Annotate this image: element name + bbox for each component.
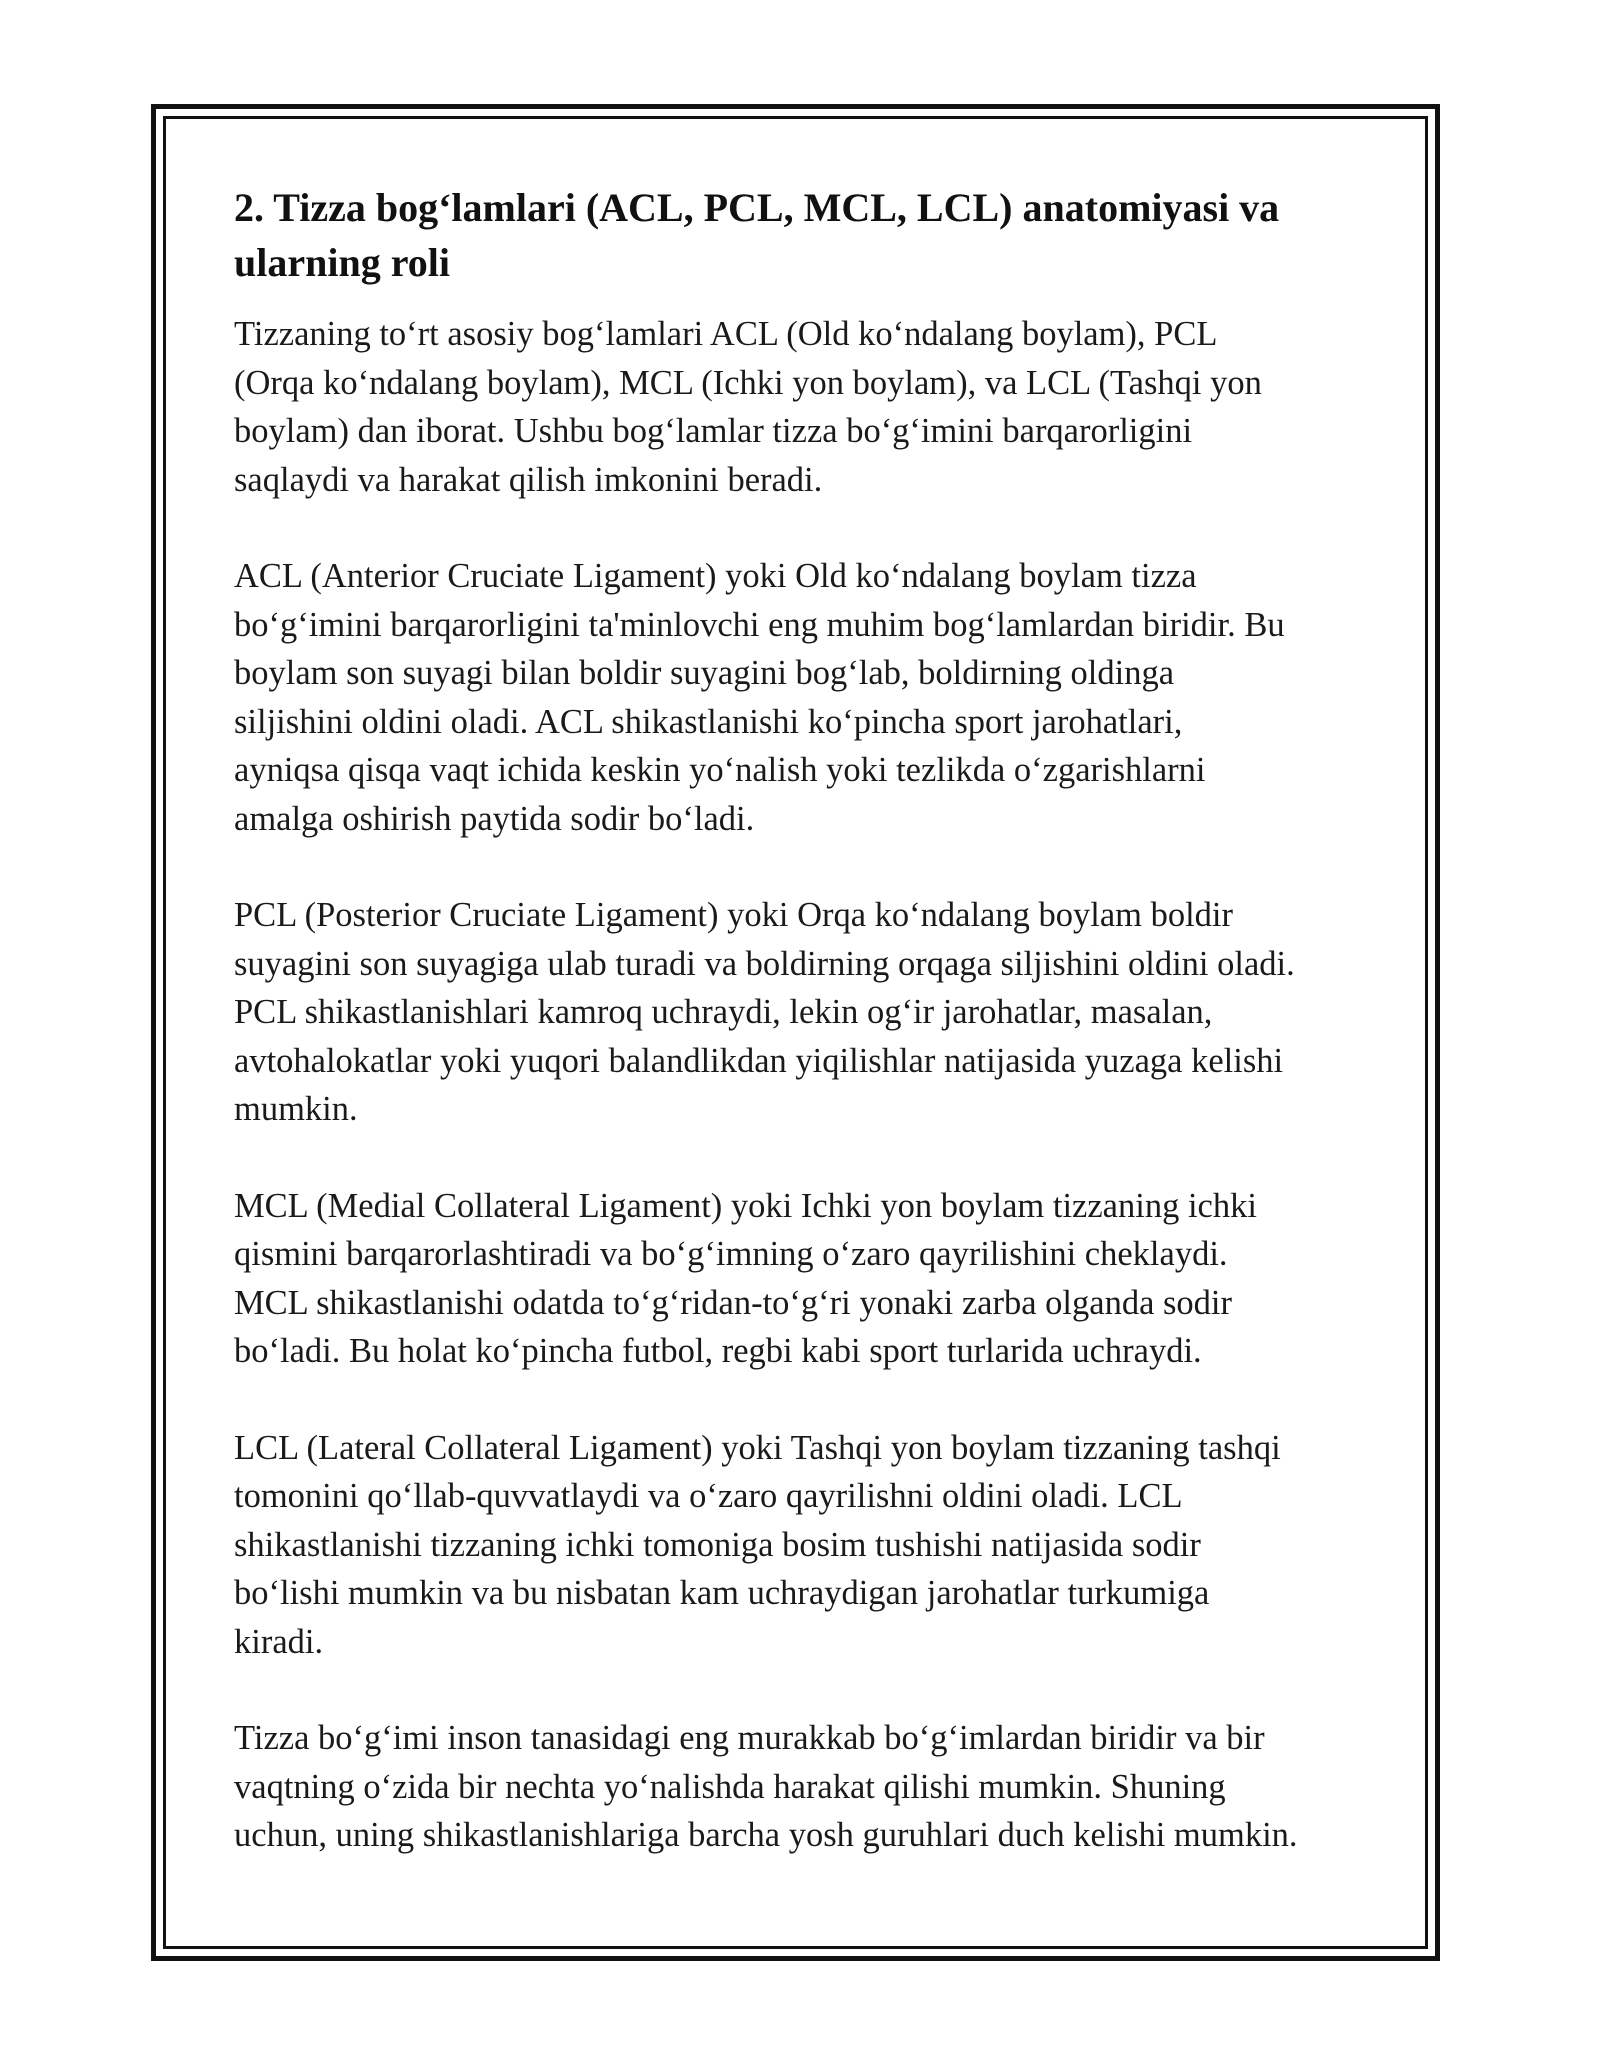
paragraph-mcl — [234, 1182, 1374, 1376]
paragraph-line: Tizzaning to‘rt asosiy bog‘lamlari ACL (Old ko‘ndalang boylam), PCL — [234, 315, 1218, 353]
paragraph-line: vaqtning o‘zida bir nechta yo‘nalishda harakat qilishi mumkin. Shuning — [234, 1767, 1226, 1806]
paragraph-conclusion — [234, 1714, 1374, 1860]
paragraph-line: amalga oshirish paytida sodir bo‘ladi. — [234, 799, 755, 838]
paragraph-line: boylam son suyagi bilan boldir suyagini bog‘lab, boldirning oldinga — [234, 654, 1175, 692]
heading-line: 2. Tizza bog‘lamlari (ACL, PCL, MCL, LCL) anatomiyasi va — [234, 185, 1280, 230]
paragraph-intro — [234, 310, 1374, 504]
paragraph-lcl — [234, 1424, 1374, 1667]
paragraph-line: avtohalokatlar yoki yuqori balandlikdan yiqilishlar natijasida yuzaga kelishi — [234, 1041, 1284, 1080]
paragraph-line: bo‘g‘imini barqarorligini ta'minlovchi eng muhim bog‘lamlardan biridir. Bu — [234, 605, 1285, 644]
paragraph-line: MCL shikastlanishi odatda to‘g‘ridan-to‘g‘ri yonaki zarba olganda sodir — [234, 1283, 1233, 1322]
paragraph-line: MCL (Medial Collateral Ligament) yoki Ichki yon boylam tizzaning ichki — [234, 1186, 1257, 1225]
paragraph-line: kiradi. — [234, 1622, 324, 1661]
paragraph-line: boylam) dan iborat. Ushbu bog‘lamlar tizza bo‘g‘imini barqarorligini — [234, 412, 1193, 450]
paragraph-line: (Orqa ko‘ndalang boylam), MCL (Ichki yon boylam), va LCL (Tashqi yon — [234, 363, 1262, 402]
paragraph-line: siljishini oldini oladi. ACL shikastlanishi ko‘pincha sport jarohatlari, — [234, 702, 1183, 741]
paragraph-line: saqlaydi va harakat qilish imkonini beradi. — [234, 460, 823, 499]
document-body — [234, 180, 1374, 1908]
paragraph-line: uchun, uning shikastlanishlariga barcha yosh guruhlari duch kelishi mumkin. — [234, 1816, 1298, 1854]
paragraph-pcl — [234, 891, 1374, 1134]
paragraph-line: PCL (Posterior Cruciate Ligament) yoki Orqa ko‘ndalang boylam boldir — [234, 896, 1234, 934]
paragraph-line: bo‘lishi mumkin va bu nisbatan kam uchraydigan jarohatlar turkumiga — [234, 1574, 1210, 1612]
paragraph-line: Tizza bo‘g‘imi inson tanasidagi eng murakkab bo‘g‘imlardan biridir va bir — [234, 1719, 1265, 1757]
paragraph-line: PCL shikastlanishlari kamroq uchraydi, lekin og‘ir jarohatlar, masalan, — [234, 993, 1213, 1031]
paragraph-acl — [234, 552, 1374, 843]
paragraph-line: shikastlanishi tizzaning ichki tomoniga bosim tushishi natijasida sodir — [234, 1525, 1201, 1564]
section-heading — [234, 180, 1374, 290]
paragraph-line: LCL (Lateral Collateral Ligament) yoki Tashqi yon boylam tizzaning tashqi — [234, 1428, 1281, 1467]
paragraph-line: mumkin. — [234, 1090, 358, 1128]
paragraph-line: qismini barqarorlashtiradi va bo‘g‘imning o‘zaro qayrilishini cheklaydi. — [234, 1235, 1228, 1273]
paragraph-line: bo‘ladi. Bu holat ko‘pincha futbol, regbi kabi sport turlarida uchraydi. — [234, 1332, 1202, 1370]
paragraph-line: ACL (Anterior Cruciate Ligament) yoki Old ko‘ndalang boylam tizza — [234, 557, 1197, 595]
paragraph-line: ayniqsa qisqa vaqt ichida keskin yo‘nalish yoki tezlikda o‘zgarishlarni — [234, 751, 1206, 789]
heading-line: ularning roli — [234, 240, 450, 285]
paragraph-line: tomonini qo‘llab-quvvatlaydi va o‘zaro qayrilishni oldini oladi. LCL — [234, 1477, 1183, 1515]
paragraph-line: suyagini son suyagiga ulab turadi va boldirning orqaga siljishini oldini oladi. — [234, 944, 1295, 983]
